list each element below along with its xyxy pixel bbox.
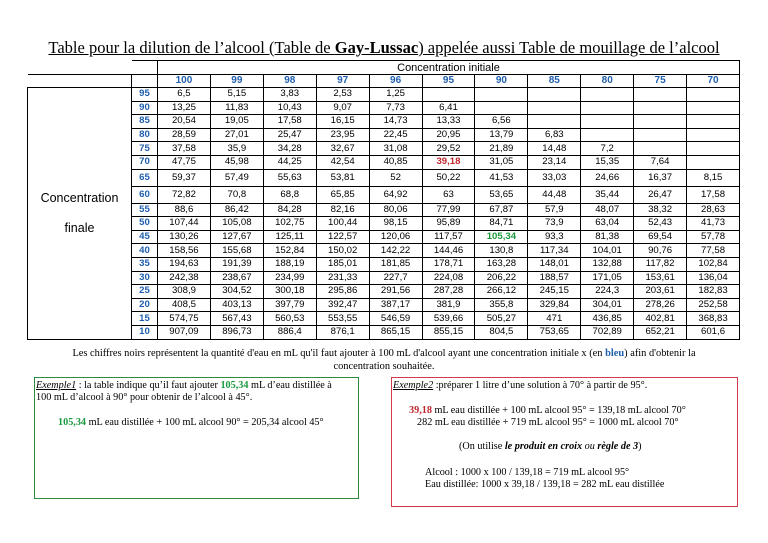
- table-cell: 278,26: [634, 298, 687, 312]
- table-note: [46, 347, 722, 373]
- row-header: 85: [132, 115, 158, 129]
- table-row: [28, 203, 740, 217]
- table-cell: 1,25: [369, 88, 422, 102]
- table-cell: 5,15: [210, 88, 263, 102]
- table-cell: [422, 88, 475, 102]
- table-cell: 65,85: [316, 186, 369, 203]
- table-cell: 44,25: [263, 155, 316, 169]
- table-cell: 3,83: [263, 88, 316, 102]
- table-cell: 574,75: [158, 312, 211, 326]
- table-cell: 2,53: [316, 88, 369, 102]
- example2-method-b: le produit en croix: [504, 441, 583, 452]
- table-cell: 31,08: [369, 142, 422, 156]
- note-blue-word: bleu: [605, 348, 625, 359]
- row-header: 60: [132, 186, 158, 203]
- table-cell: 20,95: [422, 128, 475, 142]
- row-header: 40: [132, 244, 158, 258]
- table-cell: 224,08: [422, 271, 475, 285]
- table-cell: 245,15: [528, 285, 581, 299]
- table-cell: 886,4: [263, 325, 316, 339]
- column-header: 97: [316, 75, 369, 88]
- row-header: 25: [132, 285, 158, 299]
- row-header: 15: [132, 312, 158, 326]
- table-cell: 7,2: [581, 142, 634, 156]
- table-cell: 41,53: [475, 169, 528, 186]
- table-cell: 896,73: [210, 325, 263, 339]
- example2-line2: 282 mL eau distillée + 719 mL alcool 95° = 1000 mL alcool 70°: [417, 417, 679, 428]
- table-cell: 188,57: [528, 271, 581, 285]
- table-row: [28, 155, 740, 169]
- column-header: 96: [369, 75, 422, 88]
- example1-text-a: : la table indique qu’il faut ajouter: [76, 380, 221, 391]
- example1-formula-value: 105,34: [58, 417, 87, 428]
- table-cell: 403,13: [210, 298, 263, 312]
- table-cell: 907,09: [158, 325, 211, 339]
- table-cell: 158,56: [158, 244, 211, 258]
- example1-value: 105,34: [220, 380, 249, 391]
- example1-box: [34, 377, 359, 499]
- table-cell: 804,5: [475, 325, 528, 339]
- table-cell: 13,25: [158, 101, 211, 115]
- example1-text-b: mL d’eau distillée à: [248, 380, 332, 391]
- table-cell: 546,59: [369, 312, 422, 326]
- table-cell: 98,15: [369, 217, 422, 231]
- table-cell: 308,9: [158, 285, 211, 299]
- table-cell: 539,66: [422, 312, 475, 326]
- example2-method-e: ): [638, 441, 642, 452]
- blank-corner: [28, 61, 132, 75]
- blank-corner: [132, 75, 158, 88]
- table-cell: 252,58: [687, 298, 740, 312]
- table-cell: 34,28: [263, 142, 316, 156]
- table-cell: [687, 115, 740, 129]
- table-cell: 132,88: [581, 257, 634, 271]
- title-prefix: Table pour la dilution de l’alcool (Table de: [48, 38, 335, 57]
- table-cell: 48,07: [581, 203, 634, 217]
- row-header: 70: [132, 155, 158, 169]
- table-cell: 40,85: [369, 155, 422, 169]
- table-cell: [634, 142, 687, 156]
- table-cell: 20,54: [158, 115, 211, 129]
- example2-intro-text: :préparer 1 litre d’une solution à 70° à partir de 95°.: [433, 380, 648, 391]
- table-cell: 72,82: [158, 186, 211, 203]
- example2-calc1: Alcool : 1000 x 100 / 139,18 = 719 mL alcool 95°: [425, 467, 630, 478]
- table-cell: 150,02: [316, 244, 369, 258]
- table-cell: 876,1: [316, 325, 369, 339]
- row-header: 90: [132, 101, 158, 115]
- table-cell: 601,6: [687, 325, 740, 339]
- table-cell: 57,49: [210, 169, 263, 186]
- column-header: 90: [475, 75, 528, 88]
- table-cell: 21,89: [475, 142, 528, 156]
- table-cell: [634, 88, 687, 102]
- table-cell: 127,67: [210, 230, 263, 244]
- table-cell: 28,63: [687, 203, 740, 217]
- row-header: 10: [132, 325, 158, 339]
- table-cell: 17,58: [687, 186, 740, 203]
- table-cell: 28,59: [158, 128, 211, 142]
- table-cell: 291,56: [369, 285, 422, 299]
- table-cell: 23,14: [528, 155, 581, 169]
- example1-line2: 100 mL d’alcool à 90° pour obtenir de l’alcool à 45°.: [36, 392, 253, 403]
- table-cell: 381,9: [422, 298, 475, 312]
- table-row: [28, 169, 740, 186]
- table-cell: 31,05: [475, 155, 528, 169]
- table-cell: 52: [369, 169, 422, 186]
- table-cell: 105,34: [475, 230, 528, 244]
- column-header: 98: [263, 75, 316, 88]
- table-cell: 16,15: [316, 115, 369, 129]
- table-cell: 122,57: [316, 230, 369, 244]
- table-cell: 104,01: [581, 244, 634, 258]
- table-cell: 27,01: [210, 128, 263, 142]
- table-cell: 553,55: [316, 312, 369, 326]
- table-cell: 13,79: [475, 128, 528, 142]
- table-cell: 86,42: [210, 203, 263, 217]
- table-cell: [687, 128, 740, 142]
- table-row: [28, 257, 740, 271]
- row-header: 95: [132, 88, 158, 102]
- table-cell: 188,19: [263, 257, 316, 271]
- table-cell: 35,44: [581, 186, 634, 203]
- table-cell: 33,03: [528, 169, 581, 186]
- table-cell: 224,3: [581, 285, 634, 299]
- example2-method-c: ou: [582, 441, 598, 452]
- table-cell: 102,84: [687, 257, 740, 271]
- table-cell: 368,83: [687, 312, 740, 326]
- table-cell: [475, 101, 528, 115]
- table-cell: 81,38: [581, 230, 634, 244]
- table-row: [28, 217, 740, 231]
- table-cell: 387,17: [369, 298, 422, 312]
- example1-formula-rest: mL eau distillée + 100 mL alcool 90° = 205,34 alcool 45°: [86, 417, 324, 428]
- table-cell: 181,85: [369, 257, 422, 271]
- table-row: [28, 115, 740, 129]
- table-cell: 14,48: [528, 142, 581, 156]
- table-cell: 203,61: [634, 285, 687, 299]
- table-cell: 55,63: [263, 169, 316, 186]
- table-cell: 44,48: [528, 186, 581, 203]
- row-header: 55: [132, 203, 158, 217]
- table-cell: 52,43: [634, 217, 687, 231]
- table-cell: 25,47: [263, 128, 316, 142]
- table-cell: 50,22: [422, 169, 475, 186]
- table-cell: 57,78: [687, 230, 740, 244]
- example1-line1: [36, 380, 332, 393]
- table-cell: 238,67: [210, 271, 263, 285]
- column-header: 70: [687, 75, 740, 88]
- table-cell: 93,3: [528, 230, 581, 244]
- table-cell: 505,27: [475, 312, 528, 326]
- table-cell: 8,15: [687, 169, 740, 186]
- example1-formula: [58, 417, 324, 430]
- table-cell: [528, 88, 581, 102]
- table-cell: 120,06: [369, 230, 422, 244]
- table-cell: 408,5: [158, 298, 211, 312]
- table-cell: 855,15: [422, 325, 475, 339]
- row-header: 80: [132, 128, 158, 142]
- table-cell: 37,58: [158, 142, 211, 156]
- table-cell: 11,83: [210, 101, 263, 115]
- table-cell: 57,9: [528, 203, 581, 217]
- table-cell: [528, 115, 581, 129]
- table-cell: 41,73: [687, 217, 740, 231]
- table-cell: 102,75: [263, 217, 316, 231]
- table-cell: [687, 88, 740, 102]
- table-cell: 753,65: [528, 325, 581, 339]
- title-bold: Gay-Lussac: [334, 38, 419, 57]
- example2-line1: [409, 405, 686, 418]
- table-cell: 185,01: [316, 257, 369, 271]
- table-cell: 22,45: [369, 128, 422, 142]
- table-cell: 7,73: [369, 101, 422, 115]
- table-cell: 105,08: [210, 217, 263, 231]
- table-row: [28, 88, 740, 102]
- table-cell: 90,76: [634, 244, 687, 258]
- example2-method-a: (On utilise: [459, 441, 505, 452]
- table-cell: 68,8: [263, 186, 316, 203]
- table-cell: [687, 142, 740, 156]
- table-cell: 287,28: [422, 285, 475, 299]
- blank-corner: [28, 75, 132, 88]
- table-cell: 402,81: [634, 312, 687, 326]
- table-cell: 67,87: [475, 203, 528, 217]
- table-cell: 171,05: [581, 271, 634, 285]
- table-cell: 865,15: [369, 325, 422, 339]
- table-cell: 23,95: [316, 128, 369, 142]
- table-cell: [581, 115, 634, 129]
- table-cell: 130,8: [475, 244, 528, 258]
- table-cell: 6,41: [422, 101, 475, 115]
- table-cell: 125,11: [263, 230, 316, 244]
- concentration-initiale-header: Concentration initiale: [158, 61, 740, 75]
- table-row: [28, 244, 740, 258]
- table-row: [28, 230, 740, 244]
- table-cell: 567,43: [210, 312, 263, 326]
- table-cell: 136,04: [687, 271, 740, 285]
- table-cell: 227,7: [369, 271, 422, 285]
- table-cell: [687, 101, 740, 115]
- note-part2: ) afin d'obtenir la concentration souhaitée.: [333, 348, 696, 372]
- table-cell: 163,28: [475, 257, 528, 271]
- table-cell: 70,8: [210, 186, 263, 203]
- table-cell: 471: [528, 312, 581, 326]
- table-cell: 234,99: [263, 271, 316, 285]
- table-cell: 206,22: [475, 271, 528, 285]
- example2-method: [459, 441, 642, 454]
- table-cell: 397,79: [263, 298, 316, 312]
- table-cell: 329,84: [528, 298, 581, 312]
- example2-label: Exemple2: [393, 380, 434, 391]
- column-header: 75: [634, 75, 687, 88]
- table-cell: 117,57: [422, 230, 475, 244]
- table-cell: 182,83: [687, 285, 740, 299]
- table-cell: 80,06: [369, 203, 422, 217]
- table-cell: [475, 88, 528, 102]
- table-cell: 77,99: [422, 203, 475, 217]
- table-cell: 117,34: [528, 244, 581, 258]
- row-header: 35: [132, 257, 158, 271]
- table-cell: 155,68: [210, 244, 263, 258]
- table-cell: 17,58: [263, 115, 316, 129]
- table-cell: 148,01: [528, 257, 581, 271]
- table-cell: 64,92: [369, 186, 422, 203]
- table-cell: 231,33: [316, 271, 369, 285]
- table-cell: [634, 101, 687, 115]
- table-cell: 82,16: [316, 203, 369, 217]
- page-title: [0, 38, 768, 58]
- table-cell: 130,26: [158, 230, 211, 244]
- table-cell: 304,01: [581, 298, 634, 312]
- table-cell: 77,58: [687, 244, 740, 258]
- example2-method-d: règle de 3: [597, 441, 639, 452]
- table-cell: 42,54: [316, 155, 369, 169]
- column-header: 99: [210, 75, 263, 88]
- table-cell: 560,53: [263, 312, 316, 326]
- table-cell: 702,89: [581, 325, 634, 339]
- table-cell: 152,84: [263, 244, 316, 258]
- side-label-line2: finale: [64, 221, 95, 236]
- note-part1: Les chiffres noirs représentent la quantité d'eau en mL qu'il faut ajouter à 100 mL d'alcool ayant une concentration initiale x (en: [72, 348, 606, 359]
- row-header: 45: [132, 230, 158, 244]
- row-header: 20: [132, 298, 158, 312]
- table-row: [28, 325, 740, 339]
- table-cell: 6,56: [475, 115, 528, 129]
- table-cell: 59,37: [158, 169, 211, 186]
- table-row: [28, 271, 740, 285]
- column-header: 100: [158, 75, 211, 88]
- table-row: [28, 101, 740, 115]
- table-cell: 266,12: [475, 285, 528, 299]
- table-cell: 39,18: [422, 155, 475, 169]
- table-cell: 95,89: [422, 217, 475, 231]
- table-cell: 142,22: [369, 244, 422, 258]
- example2-line1-rest: mL eau distillée + 100 mL alcool 95° = 139,18 mL alcool 70°: [431, 405, 686, 416]
- table-cell: 13,33: [422, 115, 475, 129]
- table-cell: 107,44: [158, 217, 211, 231]
- table-cell: 73,9: [528, 217, 581, 231]
- table-cell: [581, 88, 634, 102]
- table-cell: 242,38: [158, 271, 211, 285]
- side-label-line1: Concentration: [40, 191, 119, 206]
- table-cell: 35,9: [210, 142, 263, 156]
- table-cell: 53,81: [316, 169, 369, 186]
- example2-intro: [393, 380, 647, 393]
- table-cell: 63: [422, 186, 475, 203]
- table-cell: [634, 115, 687, 129]
- table-cell: 29,52: [422, 142, 475, 156]
- example2-calc2: Eau distillée: 1000 x 39,18 / 139,18 = 282 mL eau distillée: [425, 479, 665, 490]
- table-cell: 53,65: [475, 186, 528, 203]
- row-header: 50: [132, 217, 158, 231]
- table-cell: 14,73: [369, 115, 422, 129]
- table-row: [28, 142, 740, 156]
- table-row: [28, 128, 740, 142]
- table-cell: 10,43: [263, 101, 316, 115]
- title-suffix: ) appelée aussi Table de mouillage de l’alcool: [418, 38, 720, 57]
- table-cell: 9,07: [316, 101, 369, 115]
- table-cell: 144,46: [422, 244, 475, 258]
- row-header: 75: [132, 142, 158, 156]
- column-header: 95: [422, 75, 475, 88]
- table-cell: 69,54: [634, 230, 687, 244]
- example2-line1-value: 39,18: [409, 405, 432, 416]
- table-cell: 652,21: [634, 325, 687, 339]
- row-header: 30: [132, 271, 158, 285]
- table-row: [28, 312, 740, 326]
- table-cell: 6,5: [158, 88, 211, 102]
- table-cell: 47,75: [158, 155, 211, 169]
- table-cell: 436,85: [581, 312, 634, 326]
- table-cell: 304,52: [210, 285, 263, 299]
- example2-box: [391, 377, 738, 507]
- table-cell: 100,44: [316, 217, 369, 231]
- table-cell: 153,61: [634, 271, 687, 285]
- table-cell: 38,32: [634, 203, 687, 217]
- table-cell: 84,71: [475, 217, 528, 231]
- example1-label: Exemple1: [36, 380, 77, 391]
- concentration-finale-label: [28, 88, 132, 340]
- table-cell: 19,05: [210, 115, 263, 129]
- table-cell: [634, 128, 687, 142]
- table-cell: 392,47: [316, 298, 369, 312]
- row-header: 65: [132, 169, 158, 186]
- table-cell: 15,35: [581, 155, 634, 169]
- table-row: [28, 285, 740, 299]
- table-cell: 6,83: [528, 128, 581, 142]
- table-cell: 194,63: [158, 257, 211, 271]
- table-row: [28, 186, 740, 203]
- table-cell: [687, 155, 740, 169]
- table-cell: 295,86: [316, 285, 369, 299]
- table-cell: 45,98: [210, 155, 263, 169]
- table-cell: 191,39: [210, 257, 263, 271]
- table-cell: 7,64: [634, 155, 687, 169]
- table-cell: [581, 101, 634, 115]
- table-cell: 88,6: [158, 203, 211, 217]
- table-cell: 16,37: [634, 169, 687, 186]
- table-cell: [528, 101, 581, 115]
- table-cell: [581, 128, 634, 142]
- table-cell: 84,28: [263, 203, 316, 217]
- table-cell: 300,18: [263, 285, 316, 299]
- blank-corner: [132, 61, 158, 75]
- table-cell: 63,04: [581, 217, 634, 231]
- table-cell: 26,47: [634, 186, 687, 203]
- table-cell: 32,67: [316, 142, 369, 156]
- table-cell: 24,66: [581, 169, 634, 186]
- table-cell: 178,71: [422, 257, 475, 271]
- table-cell: 117,82: [634, 257, 687, 271]
- dilution-table: [27, 60, 740, 340]
- table-cell: 355,8: [475, 298, 528, 312]
- table-row: [28, 298, 740, 312]
- column-header: 85: [528, 75, 581, 88]
- column-header: 80: [581, 75, 634, 88]
